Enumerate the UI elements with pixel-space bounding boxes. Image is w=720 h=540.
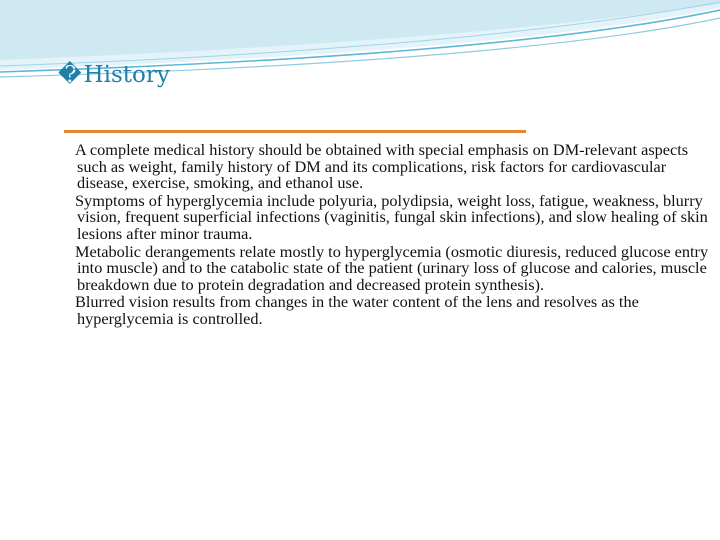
title-bullet-icon: � [58,62,82,88]
paragraph-blurred-vision: Blurred vision results from changes in the water content of the lens and resolves as the hyperglycemia is controlled. [75,292,639,328]
title-underline-rule [64,130,526,133]
title-text: History [83,62,170,88]
paragraph-symptoms: Symptoms of hyperglycemia include polyuria, polydipsia, weight loss, fatigue, weakness, blurry vision, frequent superficial infections (vaginitis, fungal skin infections), and slow healing of skin lesions after minor trauma. [75,190,708,243]
slide-title [58,62,170,88]
paragraph-history-overview: A complete medical history should be obtained with special emphasis on DM-relevant aspects such as weight, family history of DM and its complications, risk factors for cardiovascular disease, exercise, smoking, and ethanol use. [75,140,689,193]
paragraph-metabolic-derangements: Metabolic derangements relate mostly to hyperglycemia (osmotic diuresis, reduced glucose entry into muscle) and to the catabolic state of the patient (urinary loss of glucose and calories, muscle breakdown due to protein degradation and decreased protein synthesis). [75,241,709,294]
slide-body [64,142,714,329]
